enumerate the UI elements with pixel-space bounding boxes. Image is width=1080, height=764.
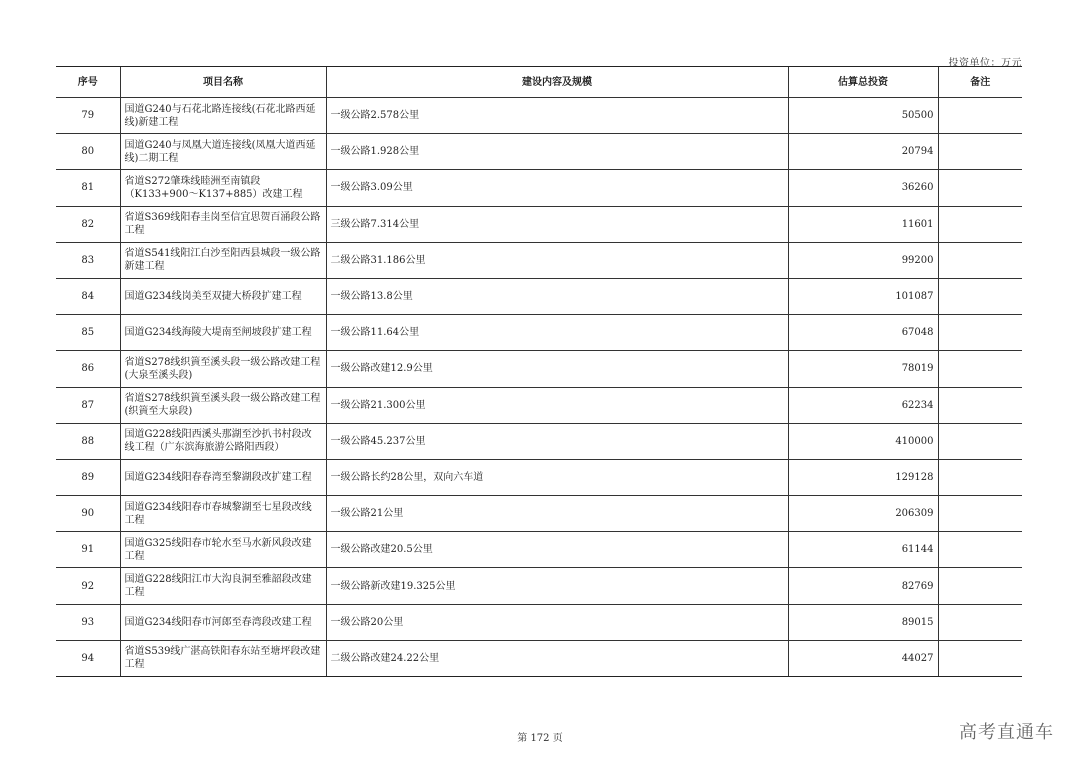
cell-remark	[938, 640, 1022, 676]
cell-remark	[938, 459, 1022, 495]
cell-construction-scale: 三级公路7.314公里	[326, 206, 788, 242]
cell-estimated-investment: 67048	[788, 315, 938, 351]
cell-construction-scale: 一级公路13.8公里	[326, 278, 788, 314]
cell-remark	[938, 568, 1022, 604]
cell-construction-scale: 一级公路3.09公里	[326, 170, 788, 206]
cell-construction-scale: 一级公路20公里	[326, 604, 788, 640]
cell-project-name: 国道G240与石花北路连接线(石花北路西延线)新建工程	[120, 98, 326, 134]
cell-estimated-investment: 50500	[788, 98, 938, 134]
cell-remark	[938, 496, 1022, 532]
cell-estimated-investment: 101087	[788, 278, 938, 314]
cell-project-name: 国道G325线阳春市轮水至马水新风段改建工程	[120, 532, 326, 568]
cell-estimated-investment: 61144	[788, 532, 938, 568]
cell-remark	[938, 351, 1022, 387]
cell-project-name: 国道G234线阳春市春城黎湖至七星段改线工程	[120, 496, 326, 532]
watermark-logo-text: 高考直通车	[959, 722, 1054, 743]
cell-estimated-investment: 129128	[788, 459, 938, 495]
cell-construction-scale: 一级公路新改建19.325公里	[326, 568, 788, 604]
cell-construction-scale: 二级公路改建24.22公里	[326, 640, 788, 676]
cell-project-name: 省道S539线广湛高铁阳春东站至塘坪段改建工程	[120, 640, 326, 676]
cell-construction-scale: 一级公路改建20.5公里	[326, 532, 788, 568]
cell-seq: 88	[56, 423, 120, 459]
cell-construction-scale: 一级公路11.64公里	[326, 315, 788, 351]
cell-construction-scale: 一级公路改建12.9公里	[326, 351, 788, 387]
cell-seq: 86	[56, 351, 120, 387]
cell-construction-scale: 一级公路长约28公里，双向六车道	[326, 459, 788, 495]
cell-estimated-investment: 78019	[788, 351, 938, 387]
cell-estimated-investment: 62234	[788, 387, 938, 423]
cell-construction-scale: 一级公路2.578公里	[326, 98, 788, 134]
cell-project-name: 国道G234线岗美至双捷大桥段扩建工程	[120, 278, 326, 314]
table-row	[56, 496, 1022, 532]
cell-project-name: 省道S369线阳春圭岗至信宜思贺百涌段公路工程	[120, 206, 326, 242]
cell-remark	[938, 532, 1022, 568]
table-row	[56, 206, 1022, 242]
cell-seq: 79	[56, 98, 120, 134]
cell-construction-scale: 一级公路21.300公里	[326, 387, 788, 423]
cell-estimated-investment: 44027	[788, 640, 938, 676]
cell-project-name: 国道G234线海陵大堤南至闸坡段扩建工程	[120, 315, 326, 351]
cell-project-name: 省道S278线织篢至溪头段一级公路改建工程(大泉至溪头段)	[120, 351, 326, 387]
cell-construction-scale: 一级公路45.237公里	[326, 423, 788, 459]
cell-seq: 87	[56, 387, 120, 423]
table-row	[56, 351, 1022, 387]
header-remark: 备注	[938, 67, 1022, 98]
cell-estimated-investment: 410000	[788, 423, 938, 459]
cell-project-name: 省道S272肇珠线睦洲至南镇段（K133+900～K137+885）改建工程	[120, 170, 326, 206]
header-estimated-investment: 估算总投资	[788, 67, 938, 98]
page-number: 第 172 页	[517, 733, 563, 744]
cell-seq: 85	[56, 315, 120, 351]
cell-construction-scale: 二级公路31.186公里	[326, 242, 788, 278]
cell-remark	[938, 98, 1022, 134]
cell-seq: 82	[56, 206, 120, 242]
cell-remark	[938, 387, 1022, 423]
cell-seq: 94	[56, 640, 120, 676]
table-header-row	[56, 67, 1022, 98]
cell-seq: 91	[56, 532, 120, 568]
cell-seq: 84	[56, 278, 120, 314]
cell-project-name: 国道G228线阳江市大沟良洞至雅韶段改建工程	[120, 568, 326, 604]
cell-project-name: 国道G240与凤凰大道连接线(凤凰大道西延线)二期工程	[120, 134, 326, 170]
table-row	[56, 278, 1022, 314]
table-row	[56, 423, 1022, 459]
cell-remark	[938, 278, 1022, 314]
cell-project-name: 国道G234线阳春市河郎至春湾段改建工程	[120, 604, 326, 640]
table-row	[56, 532, 1022, 568]
cell-construction-scale: 一级公路21公里	[326, 496, 788, 532]
header-construction-scale: 建设内容及规模	[326, 67, 788, 98]
cell-remark	[938, 423, 1022, 459]
cell-estimated-investment: 20794	[788, 134, 938, 170]
cell-project-name: 国道G228线阳西溪头那湖至沙扒书村段改线工程（广东滨海旅游公路阳西段）	[120, 423, 326, 459]
cell-seq: 80	[56, 134, 120, 170]
cell-seq: 81	[56, 170, 120, 206]
cell-seq: 93	[56, 604, 120, 640]
table-row	[56, 568, 1022, 604]
table-row	[56, 604, 1022, 640]
table-row	[56, 134, 1022, 170]
table-row	[56, 315, 1022, 351]
header-seq: 序号	[56, 67, 120, 98]
cell-estimated-investment: 82769	[788, 568, 938, 604]
cell-estimated-investment: 89015	[788, 604, 938, 640]
cell-remark	[938, 242, 1022, 278]
cell-seq: 90	[56, 496, 120, 532]
table-row	[56, 640, 1022, 676]
cell-estimated-investment: 11601	[788, 206, 938, 242]
cell-project-name: 省道S278线织篢至溪头段一级公路改建工程(织篢至大泉段)	[120, 387, 326, 423]
table-row	[56, 98, 1022, 134]
cell-remark	[938, 315, 1022, 351]
header-project-name: 项目名称	[120, 67, 326, 98]
cell-seq: 92	[56, 568, 120, 604]
cell-seq: 83	[56, 242, 120, 278]
table-body	[56, 98, 1022, 677]
cell-estimated-investment: 36260	[788, 170, 938, 206]
cell-remark	[938, 604, 1022, 640]
table-row	[56, 387, 1022, 423]
investment-unit-note: 投资单位：万元	[948, 58, 1022, 69]
cell-remark	[938, 134, 1022, 170]
cell-construction-scale: 一级公路1.928公里	[326, 134, 788, 170]
cell-remark	[938, 170, 1022, 206]
table-row	[56, 242, 1022, 278]
cell-project-name: 国道G234线阳春春湾至黎湖段改扩建工程	[120, 459, 326, 495]
table-row	[56, 459, 1022, 495]
cell-seq: 89	[56, 459, 120, 495]
cell-estimated-investment: 99200	[788, 242, 938, 278]
cell-estimated-investment: 206309	[788, 496, 938, 532]
table-row	[56, 170, 1022, 206]
cell-remark	[938, 206, 1022, 242]
project-investment-table	[56, 66, 1022, 677]
cell-project-name: 省道S541线阳江白沙至阳西县城段一级公路新建工程	[120, 242, 326, 278]
